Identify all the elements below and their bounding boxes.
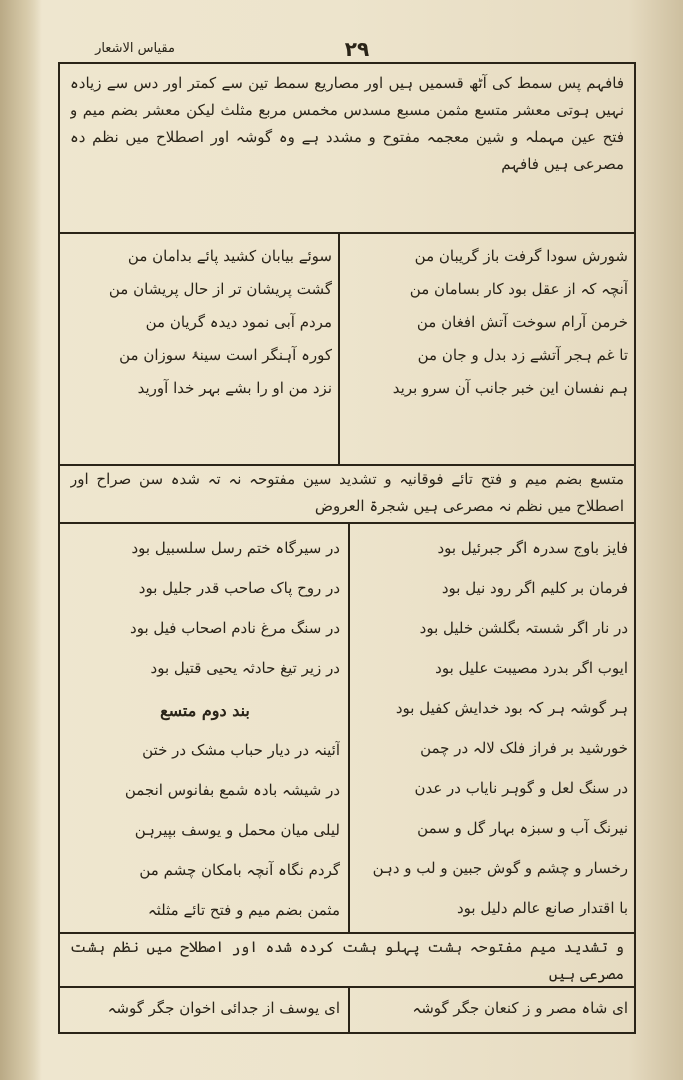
divider-1 [60, 232, 634, 234]
verse-line: فایز باوج سدرہ اگر جبرئیل بود [437, 539, 628, 557]
verse-line: آئینہ در دیار حباب مشک در ختن [142, 741, 340, 759]
verse-line: خرمن آرام سوخت آتش افغان من [416, 313, 628, 331]
stanza-2-heading: بند دوم متسع [160, 701, 250, 720]
poem-1-column-divider [338, 234, 340, 464]
verse-line: خورشید بر فراز فلک لالہ در چمن [420, 739, 628, 757]
verse-line: در نار اگر شستہ بگلشن خلیل بود [419, 619, 628, 637]
verse-line: ہر گوشہ ہر کہ بود خدایش کفیل بود [395, 699, 628, 717]
verse-line: نیرنگ آب و سبزہ بہار گل و سمن [417, 819, 628, 837]
poem-1-left-column [70, 240, 332, 405]
poem-3-column-divider [348, 988, 350, 1032]
verse-line: مردم آبی نمود دیدہ گریان من [145, 313, 332, 331]
verse-line: ایوب اگر بدرد مصیبت علیل بود [435, 659, 628, 677]
page-frame [58, 62, 636, 1034]
poem-2-column-divider [348, 524, 350, 932]
verse-line: با اقتدار صانع عالم دلیل بود [456, 899, 628, 917]
section-1-prose: فافہم پس سمط کی آٹھ قسمیں ہیں اور مصاریع سمط تین سے کمتر اور دس سے زیادہ نہیں ہوتی معشر متسع مثمن مسبع مسدس مخمس مربع مثلث لیکن معشر بضم میم و فتح عین مہملہ و شین معجمہ مفتوح و مشدد ہے وہ گوشہ اور اصطلاح میں نظم دہ مصرعی ہیں فافہم [70, 74, 624, 173]
verse-line: در سنگ لعل و گوہر نایاب در عدن [414, 779, 628, 797]
poem-2-right-column [358, 528, 628, 928]
verse-line: در شیشہ بادہ شمع بفانوس انجمن [124, 781, 340, 799]
verse-line: گشت پریشان تر از حال پریشان من [108, 280, 332, 298]
poem-3-left-line: ای یوسف از جدائی اخوان جگر گوشہ [107, 999, 340, 1017]
book-spine [0, 0, 42, 1080]
section-3-prose: و تشدید میم مفتوحہ ہشت پہلو ہشت کردہ شدہ اور اصطلاح میں نظم ہشت مصرعی ہیں [70, 938, 624, 983]
verse-line: در زیر تیغ حادثہ یحیی قتیل بود [150, 659, 340, 677]
verse-line: مثمن بضم میم و فتح تائے مثلثہ [147, 901, 340, 919]
verse-line: ہم نفسان این خبر جانب آن سرو برید [392, 379, 628, 397]
verse-line: در سیرگاہ ختم رسل سلسبیل بود [131, 539, 340, 557]
verse-line: آنچہ کہ از عقل بود کار بسامان من [409, 280, 628, 298]
poem-3-right-line: ای شاہ مصر و ز کنعان جگر گوشہ [412, 999, 628, 1017]
verse-line: رخسار و چشم و گوش جبین و لب و دہن [372, 859, 628, 877]
verse-line: فرمان بر کلیم اگر رود نیل بود [441, 579, 628, 597]
section-2-prose: متسع بضم میم و فتح تائے فوقانیہ و تشدید سین مفتوحہ نہ تہ شدہ سن صراح اور اصطلاح میں نظم نہ مصرعی ہیں شجرۃ العروض [70, 470, 624, 515]
running-header-title: مقیاس الاشعار [95, 41, 175, 56]
divider-3 [60, 522, 634, 524]
verse-line: نزد من او را بشے بہر خدا آورید [137, 379, 332, 397]
verse-line: گردم نگاہ آنچہ بامکان چشم من [139, 861, 340, 879]
verse-line: شورش سودا گرفت باز گریبان من [414, 247, 628, 265]
verse-line: سوئے بیابان کشید پائے بدامان من [127, 247, 332, 265]
poem-1-right-column [350, 240, 628, 405]
divider-5 [60, 986, 634, 988]
verse-line: در روح پاک صاحب قدر جلیل بود [138, 579, 340, 597]
page-number: ۲۹ [344, 37, 370, 61]
verse-line: کورہ آہنگر است سینۂ سوزان من [119, 346, 332, 364]
poem-2-left-column [70, 528, 340, 688]
verse-line: تا غم ہجر آتشے زد بدل و جان من [417, 346, 628, 364]
poem-2-left-column-stanza-2 [70, 730, 340, 930]
verse-line: لیلی میان محمل و یوسف بپیرہن [134, 821, 340, 839]
verse-line: در سنگ مرغ نادم اصحاب فیل بود [130, 619, 340, 637]
